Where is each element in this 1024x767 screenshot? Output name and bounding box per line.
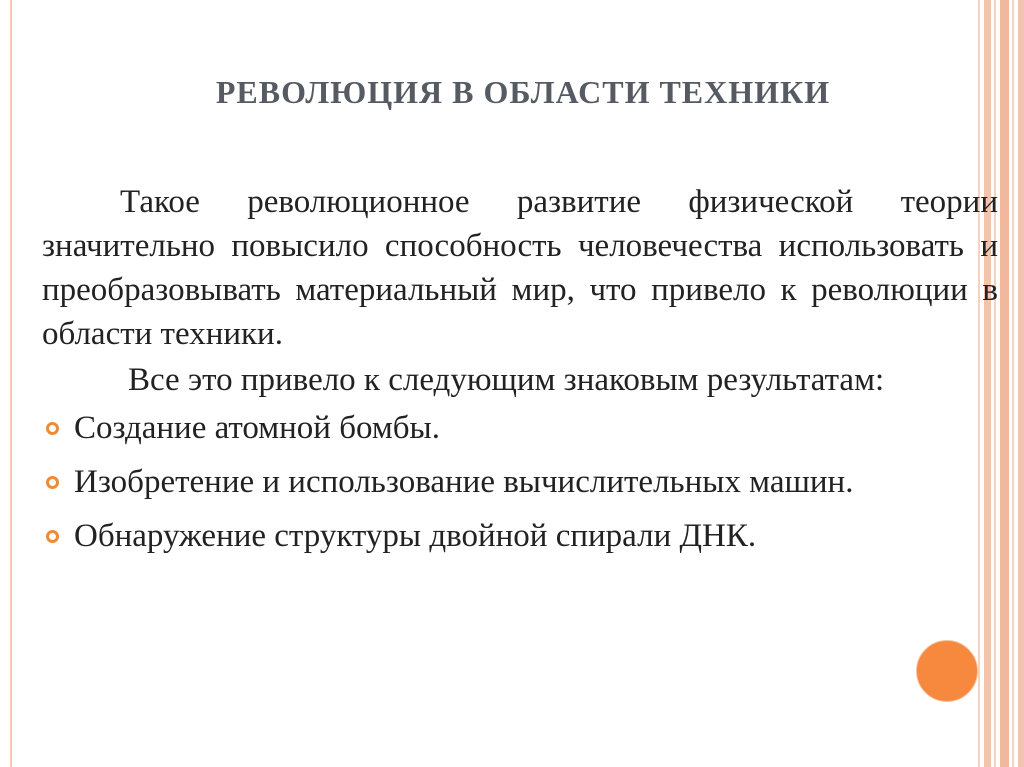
left-decorative-line xyxy=(10,0,12,767)
stripe xyxy=(1018,0,1024,767)
list-item xyxy=(42,406,998,450)
list-item-text: Изобретение и использование вычислительных машин. xyxy=(74,464,854,500)
stripe xyxy=(1012,0,1014,767)
ring-bullet-icon xyxy=(46,476,59,489)
stripe xyxy=(1000,0,1009,767)
results-list xyxy=(42,406,998,558)
slide-body xyxy=(42,180,998,568)
intro-paragraph: Такое революционное развитие физической теории значительно повысило способность человечества использовать и преобразовывать материальный мир, что привело к революции в области техники. xyxy=(42,184,998,352)
slide-title: РЕВОЛЮЦИЯ В ОБЛАСТИ ТЕХНИКИ xyxy=(215,74,831,110)
ring-bullet-icon xyxy=(46,422,59,435)
list-item-text: Создание атомной бомбы. xyxy=(74,410,440,446)
decorative-circle xyxy=(916,640,978,702)
ring-bullet-icon xyxy=(46,530,59,543)
list-item xyxy=(42,514,998,558)
list-item-text: Обнаружение структуры двойной спирали ДНК. xyxy=(74,518,757,554)
results-lead-paragraph: Все это привело к следующим знаковым результатам: xyxy=(128,362,885,398)
list-item xyxy=(42,460,998,504)
